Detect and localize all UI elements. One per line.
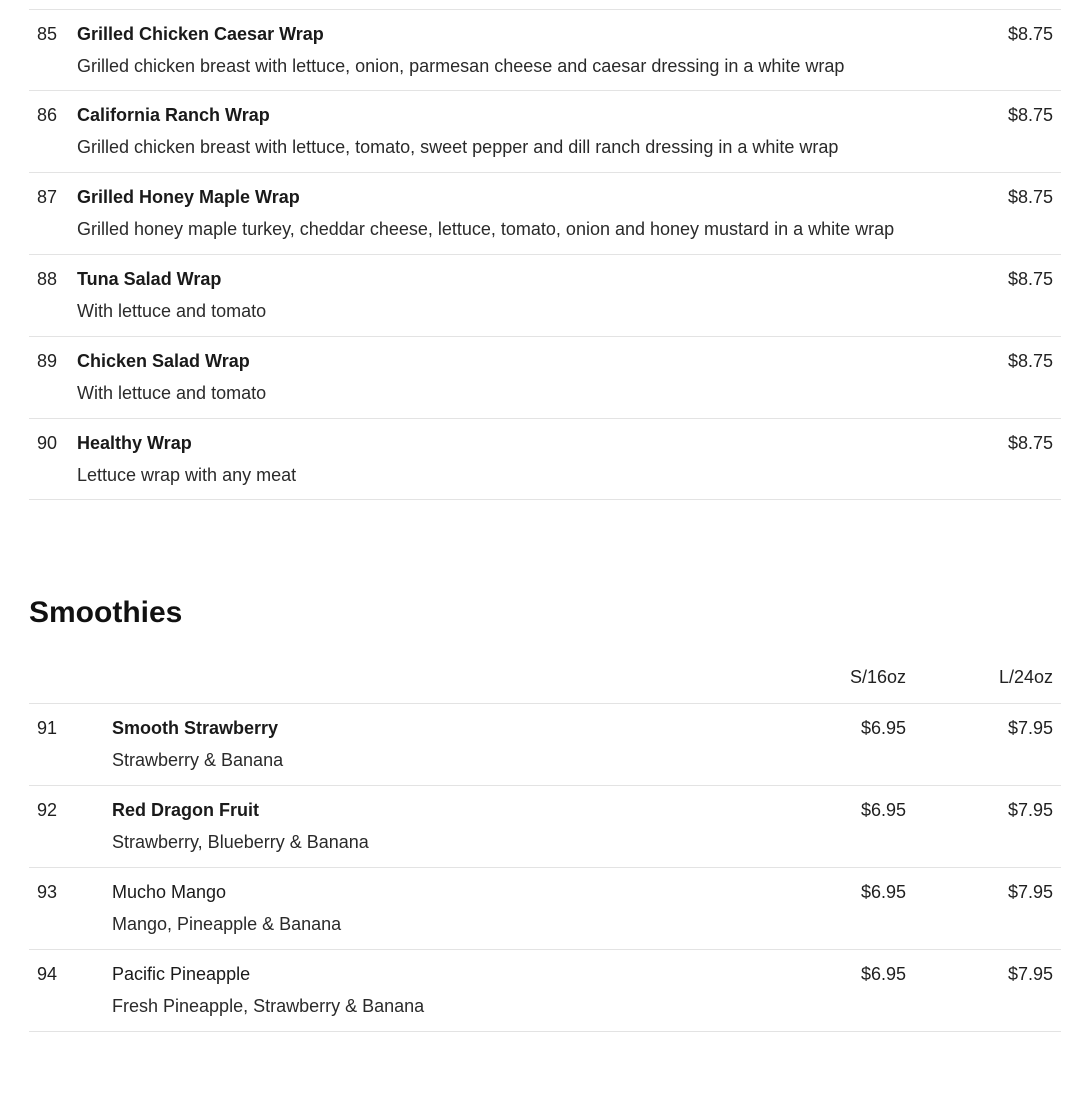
menu-item[interactable] [29, 786, 1061, 868]
item-name: Mucho Mango [112, 882, 227, 902]
item-description: Strawberry & Banana [112, 750, 284, 770]
item-description: With lettuce and tomato [77, 301, 267, 321]
item-description: Strawberry, Blueberry & Banana [112, 832, 369, 852]
item-name: Tuna Salad Wrap [77, 269, 222, 289]
size-large-label: L/24oz [998, 667, 1053, 687]
item-price-small: $6.95 [860, 964, 906, 984]
item-description: Grilled honey maple turkey, cheddar cheese, lettuce, tomato, onion and honey mustard in a white wrap [77, 219, 895, 239]
item-price: $8.75 [1007, 105, 1053, 125]
item-price-large: $7.95 [1007, 964, 1053, 984]
item-price: $8.75 [1007, 433, 1053, 453]
section-title: Smoothies [29, 596, 183, 629]
item-number: 86 [37, 105, 58, 125]
item-price: $8.75 [1007, 24, 1053, 44]
smoothies-list [29, 704, 1061, 1032]
item-name: Chicken Salad Wrap [77, 351, 250, 371]
item-price-large: $7.95 [1007, 800, 1053, 820]
item-number: 93 [37, 882, 58, 902]
item-description: Fresh Pineapple, Strawberry & Banana [112, 996, 425, 1016]
item-number: 89 [37, 351, 58, 371]
item-name: California Ranch Wrap [77, 105, 270, 125]
menu-item[interactable] [29, 950, 1061, 1032]
item-number: 90 [37, 433, 58, 453]
item-description: Mango, Pineapple & Banana [112, 914, 342, 934]
wraps-list [29, 10, 1061, 500]
item-price-small: $6.95 [860, 882, 906, 902]
item-number: 94 [37, 964, 58, 984]
item-number: 85 [37, 24, 58, 44]
item-description: With lettuce and tomato [77, 383, 267, 403]
menu-item[interactable] [29, 255, 1061, 337]
item-price: $8.75 [1007, 187, 1053, 207]
item-description: Grilled chicken breast with lettuce, tomato, sweet pepper and dill ranch dressing in a white wrap [77, 137, 839, 157]
item-name: Pacific Pineapple [112, 964, 251, 984]
item-number: 91 [37, 718, 58, 738]
menu-item[interactable] [29, 10, 1061, 91]
menu-item[interactable] [29, 337, 1061, 419]
item-name: Smooth Strawberry [112, 718, 279, 738]
menu-item[interactable] [29, 173, 1061, 255]
section-spacer [29, 500, 1061, 595]
item-name: Grilled Chicken Caesar Wrap [77, 24, 324, 44]
item-name: Grilled Honey Maple Wrap [77, 187, 300, 207]
item-name: Healthy Wrap [77, 433, 192, 453]
item-price: $8.75 [1007, 351, 1053, 371]
item-name: Red Dragon Fruit [112, 800, 259, 820]
size-header [29, 631, 1061, 704]
item-number: 88 [37, 269, 58, 289]
item-price-large: $7.95 [1007, 718, 1053, 738]
item-price: $8.75 [1007, 269, 1053, 289]
item-description: Grilled chicken breast with lettuce, onion, parmesan cheese and caesar dressing in a white wrap [77, 56, 845, 76]
item-description: Lettuce wrap with any meat [77, 465, 297, 485]
section-divider [29, 0, 1061, 10]
item-price-small: $6.95 [860, 718, 906, 738]
menu-item[interactable] [29, 91, 1061, 173]
menu-item[interactable] [29, 704, 1061, 786]
size-small-label: S/16oz [849, 667, 906, 687]
item-number: 87 [37, 187, 58, 207]
menu-page [29, 0, 1061, 1032]
item-number: 92 [37, 800, 58, 820]
menu-item[interactable] [29, 419, 1061, 500]
menu-item[interactable] [29, 868, 1061, 950]
item-price-large: $7.95 [1007, 882, 1053, 902]
item-price-small: $6.95 [860, 800, 906, 820]
